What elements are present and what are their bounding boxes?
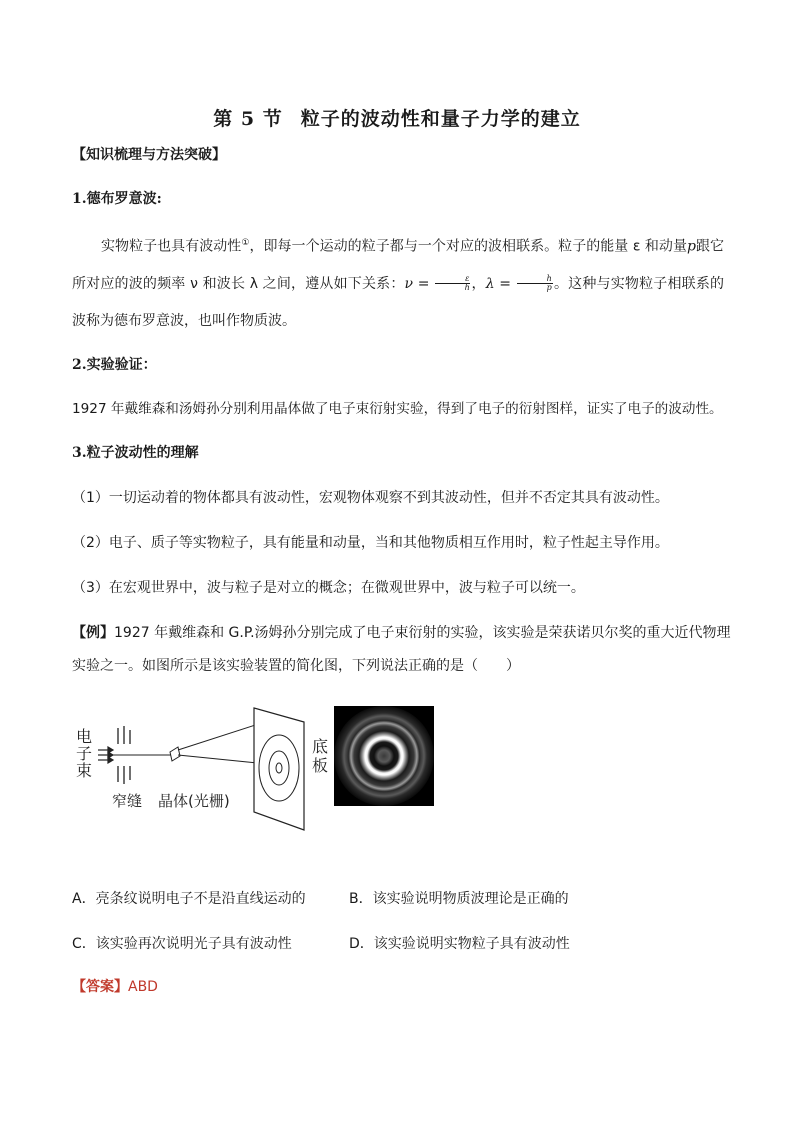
section-header: 【知识梳理与方法突破】 — [72, 147, 226, 163]
title-text: 粒子的波动性和量子力学的建立 — [300, 108, 581, 130]
option-c: C．该实验再次说明光子具有波动性 — [72, 936, 292, 952]
option-b: B．该实验说明物质波理论是正确的 — [349, 891, 569, 907]
sec2-text: 1927 年戴维森和汤姆孙分别利用晶体做了电子束衍射实验，得到了电子的衍射图样，证实了电子的波动性。 — [72, 401, 723, 417]
diffraction-pattern-photo — [334, 706, 434, 806]
screen-label-2: 板 — [312, 756, 329, 775]
screen-label-1: 底 — [312, 737, 329, 756]
fraction-epsilon-over-h: $\frac{\varepsilon}{h}$ — [435, 275, 470, 292]
beam-label-3: 束 — [76, 761, 93, 780]
sec1-paragraph: 实物粒子也具有波动性①，即每一个运动的粒子都与一个对应的波相联系。粒子的能量 ε 和动量p跟它所对应的波的频率 ν 和波长 λ 之间，遵从如下关系：ν = $\frac{\varepsilon}{h}$ ，λ = $\frac{h}{p}$ 。这种与实物粒子相联系的波称为德布罗意波，也叫作物质波。 — [72, 238, 725, 329]
sec2-heading: 2.实验验证： — [72, 357, 157, 373]
title-section-number: 第 5 节 — [213, 108, 283, 130]
crystal-label: 晶体(光栅) — [158, 792, 230, 810]
answer-value: ABD — [128, 979, 158, 995]
apparatus-figure — [72, 700, 444, 844]
sec3-heading: 3.粒子波动性的理解 — [72, 445, 199, 461]
beam-arrows — [98, 747, 113, 763]
answer-tag: 【答案】 — [72, 979, 128, 995]
sec3-item-2: （2）电子、质子等实物粒子，具有能量和动量，当和其他物质相互作用时，粒子性起主导作用。 — [72, 535, 669, 551]
example-line-1: 【例】1927 年戴维森和 G.P.汤姆孙分别完成了电子束衍射的实验，该实验是荣获诺贝尔奖的重大近代物理 — [72, 625, 731, 641]
beam-label-2: 子 — [76, 744, 93, 763]
slit-label: 窄缝 — [112, 792, 143, 810]
sec1-heading: 1.德布罗意波: — [72, 191, 162, 207]
sec3-item-3: （3）在宏观世界中，波与粒子是对立的概念；在微观世界中，波与粒子可以统一。 — [72, 580, 585, 596]
answer-line — [72, 977, 158, 997]
fraction-h-over-p: $\frac{h}{p}$ — [517, 275, 553, 292]
crystal-icon — [170, 747, 180, 761]
example-tag: 【例】 — [72, 625, 114, 641]
footnote-mark: ① — [241, 238, 250, 248]
beam-label-1: 电 — [76, 727, 93, 746]
page-title — [0, 104, 794, 131]
screen-plate — [254, 708, 304, 830]
option-d: D．该实验说明实物粒子具有波动性 — [349, 936, 570, 952]
option-a: A．亮条纹说明电子不是沿直线运动的 — [72, 891, 306, 907]
apparatus-diagram — [72, 700, 444, 840]
sec3-item-1: （1）一切运动着的物体都具有波动性，宏观物体观察不到其波动性，但并不否定其具有波动性。 — [72, 490, 669, 506]
example-line-2: 实验之一。如图所示是该实验装置的简化图，下列说法正确的是（ ） — [72, 658, 520, 674]
